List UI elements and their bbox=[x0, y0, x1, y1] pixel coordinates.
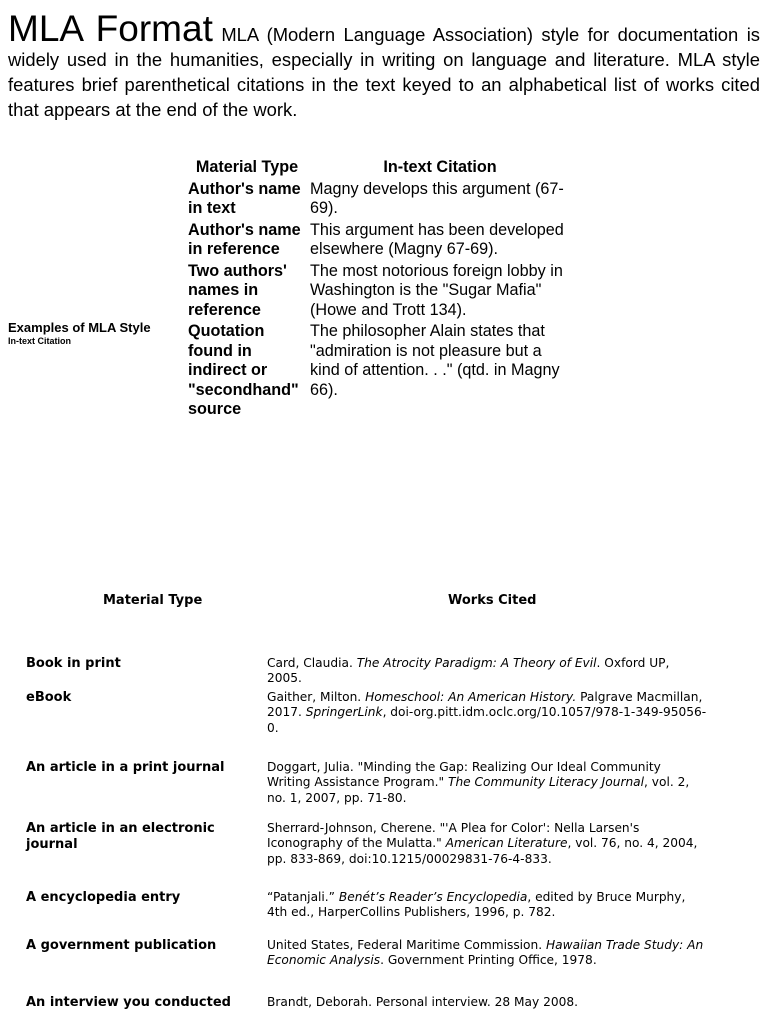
works-cited-type: An interview you conducted bbox=[26, 995, 231, 1010]
row-material-type: Author's name in reference bbox=[188, 220, 301, 258]
works-cited-entry: Gaither, Milton. Homeschool: An American History. Palgrave Macmillan, 2017. SpringerLink, doi-org.pitt.idm.oclc.org/10.1057/978-1-349-95056-0. bbox=[267, 690, 707, 735]
examples-label-main: Examples of MLA Style bbox=[8, 320, 151, 335]
row-material-type: Quotation found in indirect or "secondhand" source bbox=[188, 322, 299, 418]
table-row bbox=[187, 221, 571, 260]
works-cited-entry: Card, Claudia. The Atrocity Paradigm: A Theory of Evil. Oxford UP, 2005. bbox=[267, 656, 670, 686]
works-cited-type: An article in an electronic journal bbox=[26, 821, 215, 852]
examples-label-sub: In-text Citation bbox=[8, 336, 71, 346]
table-header-row bbox=[187, 158, 571, 178]
intext-citation-table bbox=[185, 156, 573, 422]
row-citation: The philosopher Alain states that "admiration is not pleasure but a kind of attention. . ." (qtd. in Magny 66). bbox=[310, 322, 560, 399]
row-citation: Magny develops this argument (67-69). bbox=[310, 179, 564, 217]
works-cited-header-material-type: Material Type bbox=[103, 593, 203, 608]
header-intext-citation: In-text Citation bbox=[383, 158, 497, 176]
row-citation: This argument has been developed elsewhere (Magny 67-69). bbox=[310, 220, 564, 258]
page-title: MLA Format bbox=[8, 8, 213, 49]
works-cited-entry: Doggart, Julia. "Minding the Gap: Realizing Our Ideal Community Writing Assistance Program." The Community Literacy Journal, vol. 2, no. 1, 2007, pp. 71-80. bbox=[267, 760, 690, 805]
works-cited-type: A government publication bbox=[26, 938, 217, 953]
works-cited-entry: Brandt, Deborah. Personal interview. 28 May 2008. bbox=[267, 995, 578, 1009]
examples-label bbox=[8, 320, 151, 347]
table-row bbox=[187, 262, 571, 321]
works-cited-type: A encyclopedia entry bbox=[26, 890, 181, 905]
table-row bbox=[187, 322, 571, 420]
intro-text: MLA (Modern Language Association) style for documentation is widely used in the humanities, especially in writing on language and literature. MLA style features brief parenthetical citations in the text keyed to an alphabetical list of works cited that appears at the end of the work. bbox=[8, 24, 760, 120]
row-material-type: Author's name in text bbox=[188, 179, 301, 217]
works-cited-entry: Sherrard-Johnson, Cherene. "'A Plea for Color': Nella Larsen's Iconography of the Mulatta." American Literature, vol. 76, no. 4, 2004, pp. 833-869, doi:10.1215/00029831-76-4-833. bbox=[267, 821, 698, 866]
row-material-type: Two authors' names in reference bbox=[188, 261, 287, 319]
works-cited-type: An article in a print journal bbox=[26, 760, 225, 775]
works-cited-type: Book in print bbox=[26, 656, 121, 671]
works-cited-entry: United States, Federal Maritime Commission. Hawaiian Trade Study: An Economic Analysis. Government Printing Office, 1978. bbox=[267, 938, 704, 968]
works-cited-type: eBook bbox=[26, 690, 72, 705]
row-citation: The most notorious foreign lobby in Washington is the "Sugar Mafia" (Howe and Trott 134). bbox=[310, 261, 563, 319]
intro-paragraph bbox=[8, 10, 760, 122]
works-cited-entry: “Patanjali.” Benét’s Reader’s Encyclopedia, edited by Bruce Murphy, 4th ed., HarperCollins Publishers, 1996, p. 782. bbox=[267, 890, 686, 920]
header-material-type: Material Type bbox=[195, 158, 299, 176]
table-row bbox=[187, 180, 571, 219]
works-cited-header-works-cited: Works Cited bbox=[448, 593, 537, 608]
